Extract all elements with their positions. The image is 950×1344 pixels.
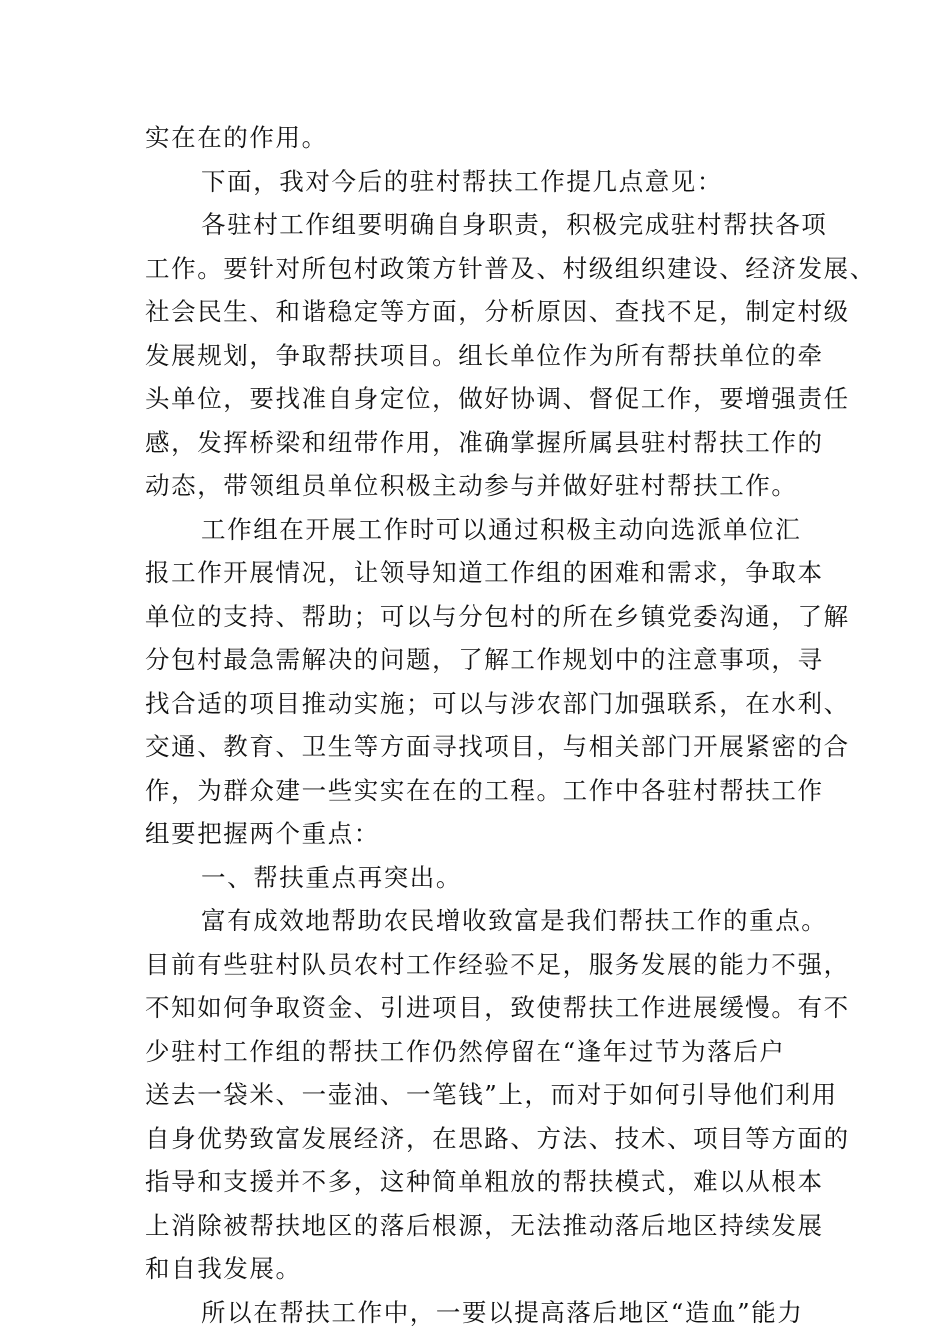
text-line-25: 指导和支援并不多，这种简单粗放的帮扶模式，难以从根本	[145, 1167, 824, 1196]
text-line-22: 少驻村工作组的帮扶工作仍然停留在“逢年过节为落后户	[145, 1036, 786, 1066]
text-line-11: 报工作开展情况，让领导知道工作组的困难和需求，争取本	[145, 558, 824, 587]
text-line-4: 工作。要针对所包村政策方针普及、村级组织建设、经济发展、	[145, 253, 876, 283]
text-line-23: 送去一袋米、一壶油、一笔钱”上，而对于如何引导他们利用	[145, 1080, 838, 1109]
text-line-16: 作，为群众建一些实实在在的工程。工作中各驻村帮扶工作	[145, 775, 824, 805]
text-line-5: 社会民生、和谐稳定等方面，分析原因、查找不足，制定村级	[145, 297, 850, 326]
text-line-21: 不知如何争取资金、引进项目，致使帮扶工作进展缓慢。有不	[145, 993, 850, 1022]
text-line-12: 单位的支持、帮助；可以与分包村的所在乡镇党委沟通，了解	[145, 601, 850, 631]
text-line-8: 感，发挥桥梁和纽带作用，准确掌握所属县驻村帮扶工作的	[145, 427, 824, 457]
text-line-13: 分包村最急需解决的问题，了解工作规划中的注意事项，寻	[145, 645, 824, 674]
text-line-6: 发展规划，争取帮扶项目。组长单位作为所有帮扶单位的牵	[145, 340, 824, 370]
text-line-28: 所以在帮扶工作中，一要以提高落后地区“造血”能力	[201, 1297, 804, 1327]
text-line-9: 动态，带领组员单位积极主动参与并做好驻村帮扶工作。	[145, 471, 798, 500]
body-text	[145, 116, 876, 1334]
text-line-7: 头单位，要找准自身定位，做好协调、督促工作，要增强责任	[145, 384, 850, 413]
text-line-20: 目前有些驻村队员农村工作经验不足，服务发展的能力不强，	[145, 949, 850, 979]
text-line-2: 下面，我对今后的驻村帮扶工作提几点意见：	[201, 166, 723, 196]
text-line-17: 组要把握两个重点：	[145, 819, 380, 848]
text-line-26: 上消除被帮扶地区的落后根源，无法推动落后地区持续发展	[145, 1210, 824, 1240]
text-line-24: 自身优势致富发展经济，在思路、方法、技术、项目等方面的	[145, 1123, 850, 1153]
text-line-15: 交通、教育、卫生等方面寻找项目，与相关部门开展紧密的合	[145, 732, 850, 761]
text-line-1: 实在在的作用。	[145, 123, 328, 152]
text-line-19: 富有成效地帮助农民增收致富是我们帮扶工作的重点。	[201, 906, 828, 935]
text-line-27: 和自我发展。	[145, 1254, 302, 1283]
text-line-18: 一、帮扶重点再突出。	[201, 862, 462, 892]
text-line-3: 各驻村工作组要明确自身职责，积极完成驻村帮扶各项	[201, 210, 828, 239]
text-line-14: 找合适的项目推动实施；可以与涉农部门加强联系，在水利、	[145, 688, 850, 718]
text-line-10: 工作组在开展工作时可以通过积极主动向选派单位汇	[201, 514, 802, 544]
